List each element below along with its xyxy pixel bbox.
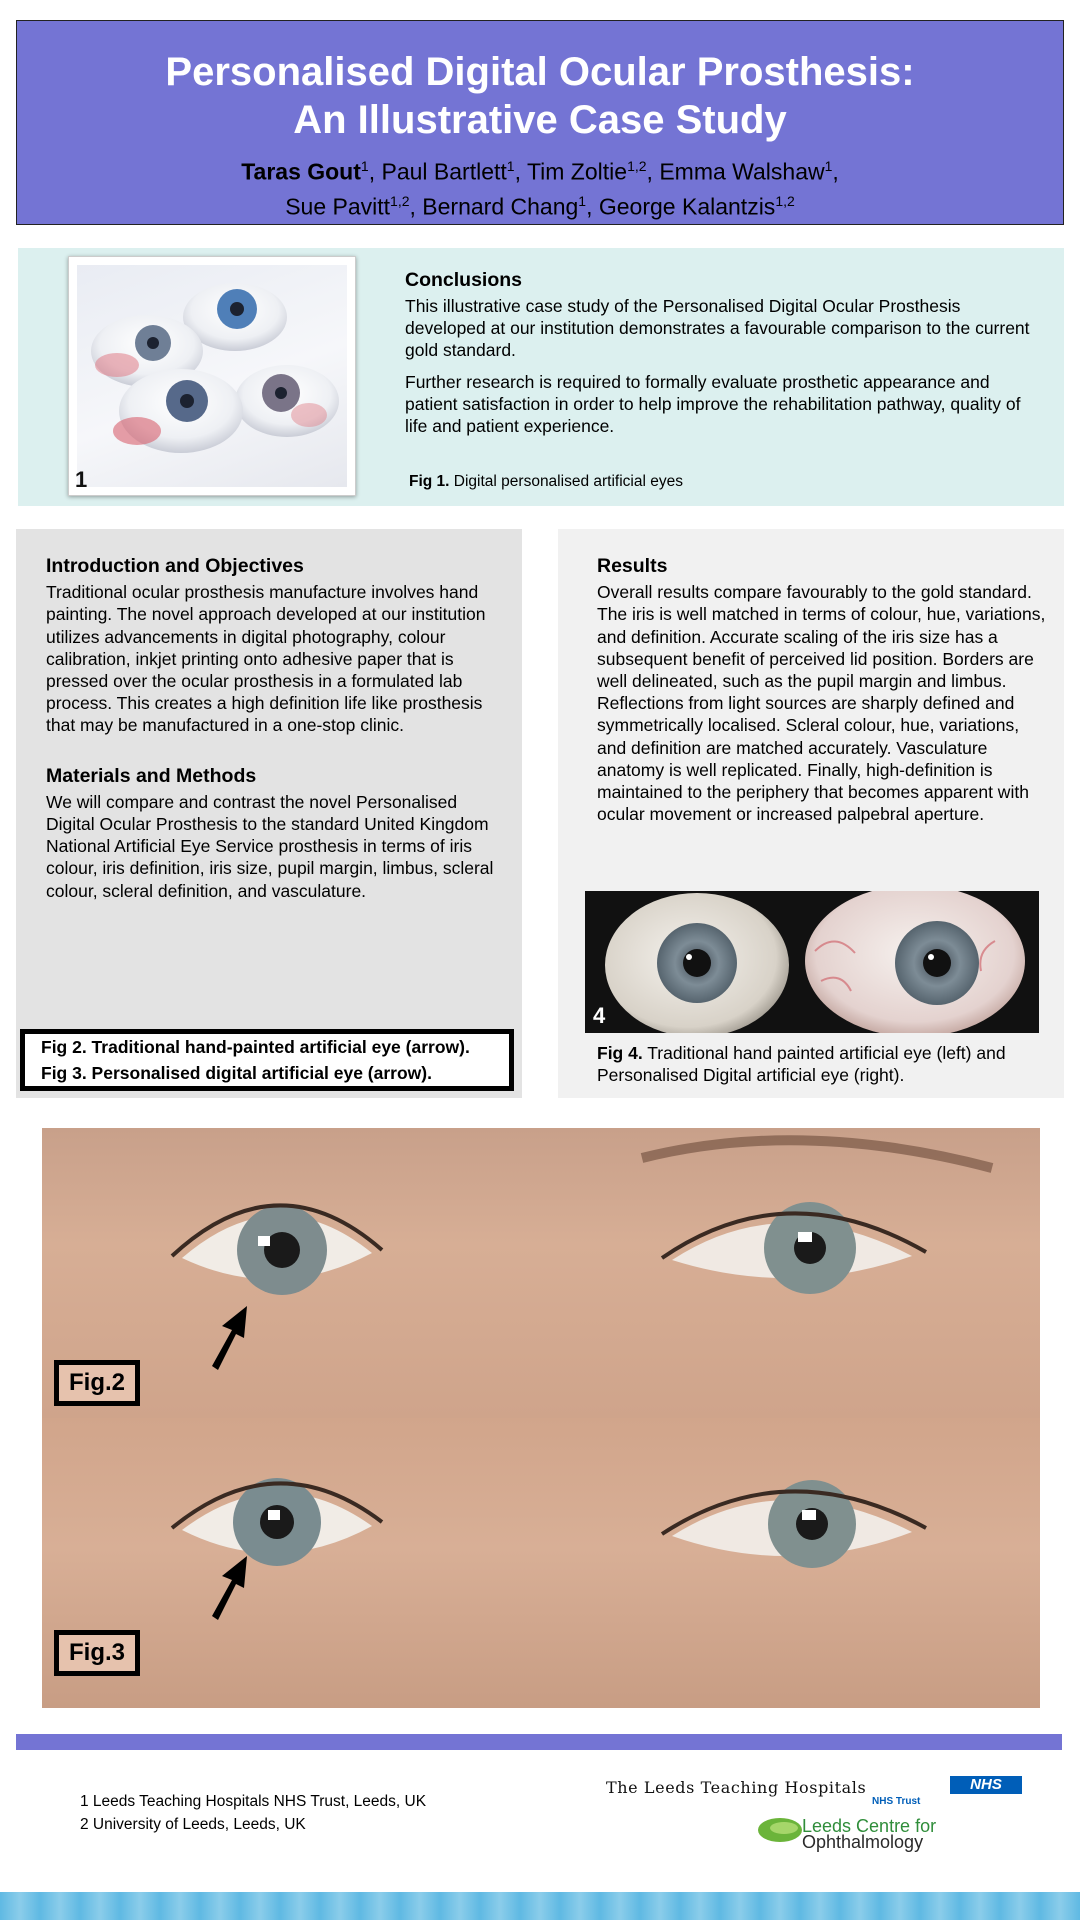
leeds-centre-ophthalmology-logo: Leeds Centre for Ophthalmology	[754, 1812, 802, 1857]
fig1-number: 1	[75, 467, 88, 492]
decorative-bottom-strip	[0, 1892, 1080, 1920]
author-line-1: Taras Gout$^1$, Paul Bartlett$^1$, Tim Zoltie$^{1,2}$, Emma Walshaw$^1$,	[241, 158, 839, 185]
intro-methods-panel	[16, 529, 522, 1098]
arrow-icon	[212, 1306, 247, 1370]
conclusions-paragraph-1: This illustrative case study of the Personalised Digital Ocular Prosthesis developed at our institution demonstrates a favourable comparison to the current gold standard.	[405, 296, 1030, 360]
prosthesis-3	[235, 365, 339, 437]
poster-header	[16, 20, 1064, 225]
clinical-photos	[42, 1128, 1040, 1708]
author-name: Taras Gout	[241, 158, 361, 185]
methods-section	[46, 765, 502, 902]
author-name: Emma Walshaw	[659, 158, 825, 185]
arrow-icon	[212, 1556, 247, 1620]
artificial-eyes-image	[77, 265, 347, 487]
institution-logos	[604, 1772, 1024, 1862]
traditional-eye	[605, 893, 789, 1033]
methods-heading: Materials and Methods	[46, 764, 257, 787]
nhs-trust-text: NHS Trust	[872, 1796, 921, 1807]
fig4-caption: Fig 4. Traditional hand painted artificial eye (left) and Personalised Digital artificial eye (right).	[597, 1043, 1006, 1085]
fig3-caption: Fig 3. Personalised digital artificial eye (arrow).	[41, 1063, 432, 1083]
natural-eye-right	[662, 1202, 926, 1294]
author-line-2: Sue Pavitt$^{1,2}$, Bernard Chang$^1$, George Kalantzis$^{1,2}$	[285, 192, 795, 220]
fig2-patient-photo	[42, 1128, 1040, 1418]
fig3-eyes-illustration	[42, 1418, 1040, 1708]
nhs-logo: NHS	[950, 1776, 1022, 1794]
fig2-fig3-caption-box	[20, 1029, 514, 1091]
fig1-caption: Fig 1. Digital personalised artificial eyes	[409, 473, 683, 490]
fig1-photo	[68, 256, 356, 496]
fig3-label: Fig.3	[54, 1630, 140, 1676]
natural-eye-right	[662, 1480, 926, 1568]
intro-body: Traditional ocular prosthesis manufacture involves hand painting. The novel approach developed at our institution utilizes advancements in digital photography, colour calibration, inkjet printing onto adhesive paper that is pressed over the ocular prosthesis in a formulated lab process. This creates a high definition life like prosthesis that may be manufactured in a one-stop clinic.	[46, 582, 486, 736]
digital-eye	[805, 891, 1025, 1033]
artificial-eyes-illustration	[77, 265, 347, 487]
conclusions-paragraph-2: Further research is required to formally evaluate prosthetic appearance and patient satisfaction in order to help improve the rehabilitation pathway, quality of life and patient experience.	[405, 372, 1021, 436]
author-name: George Kalantzis	[598, 193, 776, 220]
author-name: Sue Pavitt	[285, 193, 391, 220]
affiliation-1: 1 Leeds Teaching Hospitals NHS Trust, Leeds, UK	[80, 1793, 427, 1810]
footer-bar	[16, 1734, 1062, 1750]
results-text	[597, 555, 1047, 825]
fig4-number: 4	[593, 1003, 606, 1028]
poster-title: Personalised Digital Ocular Prosthesis: An Illustrative Case Study	[165, 50, 915, 142]
intro-heading: Introduction and Objectives	[46, 555, 304, 577]
leeds-teaching-hospitals-logo-text: The Leeds Teaching Hospitals	[606, 1778, 867, 1797]
fig2-eyes-illustration	[42, 1128, 1040, 1418]
conclusions-text	[405, 269, 1035, 447]
fig3-patient-photo	[42, 1418, 1040, 1708]
results-body: Overall results compare favourably to the gold standard. The iris is well matched in terms of colour, hue, variations, and definition. Accurate scaling of the iris size has a subsequent benefit of perceived lid position. Borders are well delineated, such as the pupil margin and limbus. Reflections from light sources are sharply defined and symmetrically localised. Scleral colour, hue, variations, and definition are matched accurately. Vasculature anatomy is well replicated. Finally, high-definition is maintained to the periphery that becomes apparent with ocular movement or increased palpebral aperture.	[597, 582, 1046, 825]
prosthesis-comparison-image	[585, 891, 1039, 1033]
results-panel	[558, 529, 1064, 1098]
conclusions-heading: Conclusions	[405, 269, 523, 291]
results-heading: Results	[597, 555, 668, 577]
author-list	[17, 152, 1063, 221]
author-name: Bernard Chang	[422, 193, 579, 220]
eyebrows	[642, 1140, 992, 1168]
methods-body: We will compare and contrast the novel Personalised Digital Ocular Prosthesis to the standard United Kingdom National Artificial Eye Service prosthesis in terms of iris colour, iris definition, iris size, pupil margin, limbus, scleral colour, scleral definition, and vasculature.	[46, 791, 494, 901]
conclusions-panel	[18, 248, 1064, 506]
fig2-caption: Fig 2. Traditional hand-painted artificial eye (arrow).	[41, 1037, 470, 1057]
eye-leaf-icon	[754, 1812, 802, 1852]
affiliations	[80, 1790, 426, 1836]
fig4-photo	[585, 891, 1039, 1033]
intro-methods-text	[46, 555, 502, 902]
prosthetic-eye-left	[172, 1205, 382, 1295]
prosthetic-eye-left	[172, 1478, 382, 1566]
fig2-label: Fig.2	[54, 1360, 140, 1406]
author-name: Tim Zoltie	[526, 158, 628, 185]
affiliation-2: 2 University of Leeds, Leeds, UK	[80, 1816, 306, 1833]
author-name: Paul Bartlett	[381, 158, 507, 185]
